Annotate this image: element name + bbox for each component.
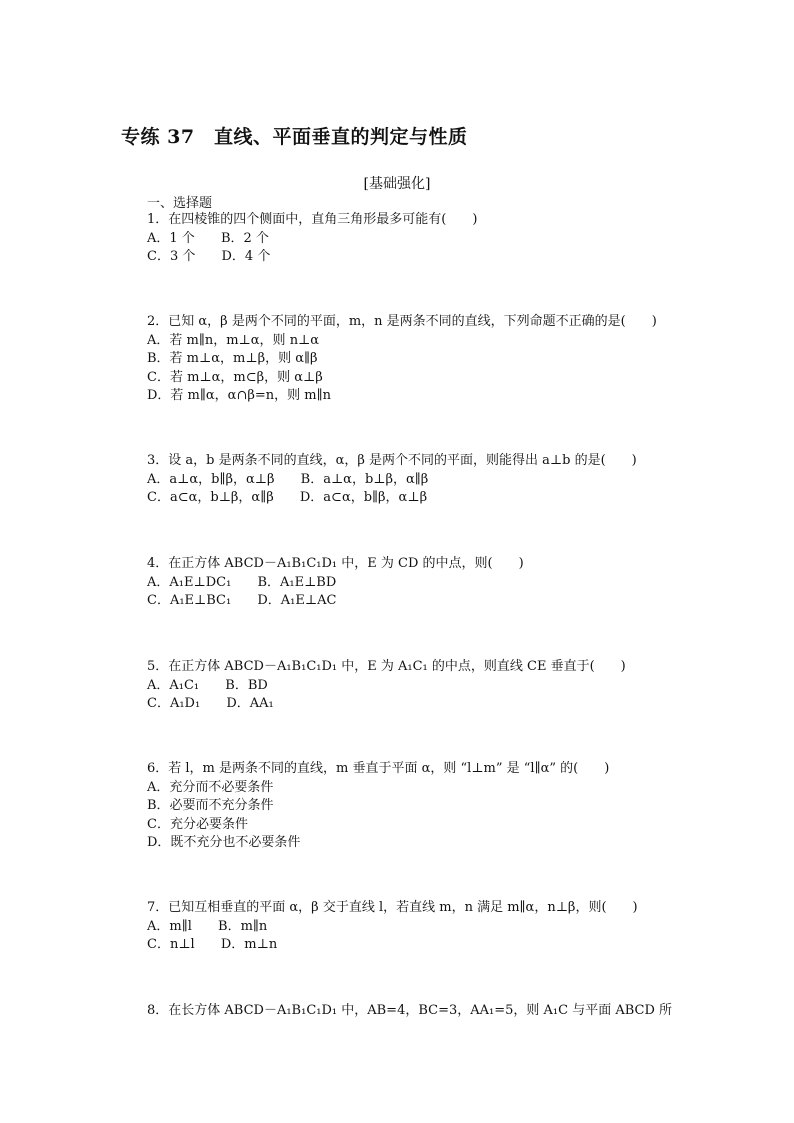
option-a: A．A₁C₁: [147, 677, 200, 693]
question-stem: 5．在正方体 ABCD－A₁B₁C₁D₁ 中，E 为 A₁C₁ 的中点，则直线 CE 垂直于( ): [147, 659, 626, 674]
page-title: 专练 37 直线、平面垂直的判定与性质: [121, 126, 468, 148]
option-line: [147, 936, 707, 955]
question-stem: 6．若 l，m 是两条不同的直线，m 垂直于平面 α，则 “l⊥m” 是 “l∥α” 的( ): [147, 761, 610, 776]
option-b: B．必要而不充分条件: [147, 798, 274, 813]
option-c: C．若 m⊥α，m⊂β，则 α⊥β: [147, 369, 323, 385]
question-7: [147, 899, 707, 955]
option-a: A．A₁E⊥DC₁: [147, 574, 232, 590]
option-line: [147, 248, 707, 267]
option-line: [147, 918, 707, 937]
option-d: D．a⊂α，b∥β，α⊥β: [299, 490, 428, 505]
option-c: C．3 个: [147, 249, 196, 264]
option-line: [147, 574, 707, 593]
question-stem: 8．在长方体 ABCD－A₁B₁C₁D₁ 中，AB=4，BC=3，AA₁=5，则 A₁C 与平面 ABCD 所: [147, 1003, 673, 1018]
option-line: [147, 695, 707, 714]
option-c: C．充分必要条件: [147, 816, 248, 832]
option-a: A．充分而不必要条件: [147, 779, 274, 795]
option-d: D．若 m∥α，α∩β=n，则 m∥n: [147, 388, 331, 403]
question-stem: 1．在四棱锥的四个侧面中，直角三角形最多可能有( ): [147, 212, 478, 227]
option-a: A．m∥l: [147, 918, 192, 934]
question-2: [147, 313, 707, 406]
option-d: D．既不充分也不必要条件: [147, 835, 301, 850]
option-c: C．A₁D₁: [147, 696, 201, 711]
question-stem: 2．已知 α，β 是两个不同的平面，m，n 是两条不同的直线，下列命题不正确的是( ): [147, 314, 657, 329]
option-line: [147, 677, 707, 696]
option-line: [147, 592, 707, 611]
question-stem: 4．在正方体 ABCD－A₁B₁C₁D₁ 中，E 为 CD 的中点，则( ): [147, 556, 524, 571]
option-a: A．若 m∥n，m⊥α，则 n⊥α: [147, 332, 320, 348]
option-d: D．A₁E⊥AC: [257, 593, 337, 608]
option-b: B．BD: [225, 677, 268, 693]
option-d: D．4 个: [221, 249, 271, 264]
option-b: B．a⊥α，b⊥β，α∥β: [300, 471, 429, 487]
option-b: B．m∥n: [218, 918, 268, 934]
question-3: [147, 452, 707, 508]
option-c: C．n⊥l: [147, 937, 195, 952]
option-line: [147, 230, 707, 249]
option-a: A．1 个: [147, 230, 195, 246]
question-stem: 7．已知互相垂直的平面 α，β 交于直线 l，若直线 m，n 满足 m∥α，n⊥β，则( ): [147, 900, 638, 915]
option-line: [147, 471, 707, 490]
section-heading: 一、选择题: [147, 196, 213, 211]
option-line: [147, 489, 707, 508]
option-d: D．AA₁: [226, 696, 274, 711]
question-1: [147, 211, 707, 267]
option-b: B．若 m⊥α，m⊥β，则 α∥β: [147, 351, 318, 366]
question-6: [147, 760, 707, 853]
option-c: C．A₁E⊥BC₁: [147, 593, 232, 608]
question-5: [147, 658, 707, 714]
option-b: B．A₁E⊥BD: [257, 574, 337, 590]
option-c: C．a⊂α，b⊥β，α∥β: [147, 490, 274, 505]
question-stem: 3．设 a，b 是两条不同的直线，α，β 是两个不同的平面，则能得出 a⊥b 的是( ): [147, 453, 637, 468]
section-tag: [基础强化]: [363, 176, 431, 192]
option-a: A．a⊥α，b∥β，α⊥β: [147, 471, 275, 487]
question-8: [147, 1002, 707, 1021]
option-b: B．2 个: [220, 230, 269, 246]
question-4: [147, 555, 707, 611]
option-d: D．m⊥n: [220, 937, 278, 952]
